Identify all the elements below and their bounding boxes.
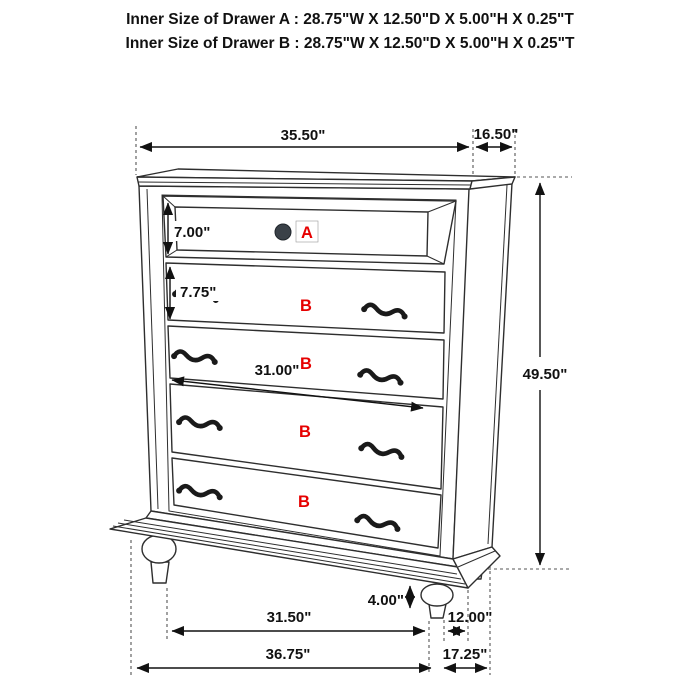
drawer-b2-tag: B (300, 355, 312, 373)
dim-drawer-b-height-label: 7.75" (180, 284, 217, 301)
dim-base-depth-label: 17.25" (442, 646, 488, 663)
dim-base-width-label: 36.75" (265, 646, 311, 663)
dim-total-height-label: 49.50" (522, 366, 568, 383)
dim-leg-height-label: 4.00" (367, 592, 404, 609)
dim-inner-width-label: 31.00" (254, 362, 300, 379)
dim-side-feet-span-label: 12.00" (447, 609, 493, 626)
drawer-b1-tag: B (300, 297, 312, 315)
drawer-b4-tag: B (298, 493, 310, 511)
chest-top (137, 169, 515, 189)
drawer-a-knob (275, 224, 291, 240)
dim-top-width-label: 35.50" (280, 127, 326, 144)
dim-drawer-a-height-label: 7.00" (174, 224, 211, 241)
drawer-a-tag: A (301, 224, 313, 242)
foot-front-left (142, 535, 176, 583)
inner-size-drawer-a-text: Inner Size of Drawer A : 28.75"W X 12.50"D X 5.00"H X 0.25"T (126, 11, 574, 28)
dim-front-feet-span-label: 31.50" (266, 609, 312, 626)
inner-size-drawer-b-text: Inner Size of Drawer B : 28.75"W X 12.50"D X 5.00"H X 0.25"T (125, 35, 575, 53)
drawer-b3-tag: B (299, 423, 311, 441)
dim-top-depth-label: 16.50" (473, 126, 519, 143)
